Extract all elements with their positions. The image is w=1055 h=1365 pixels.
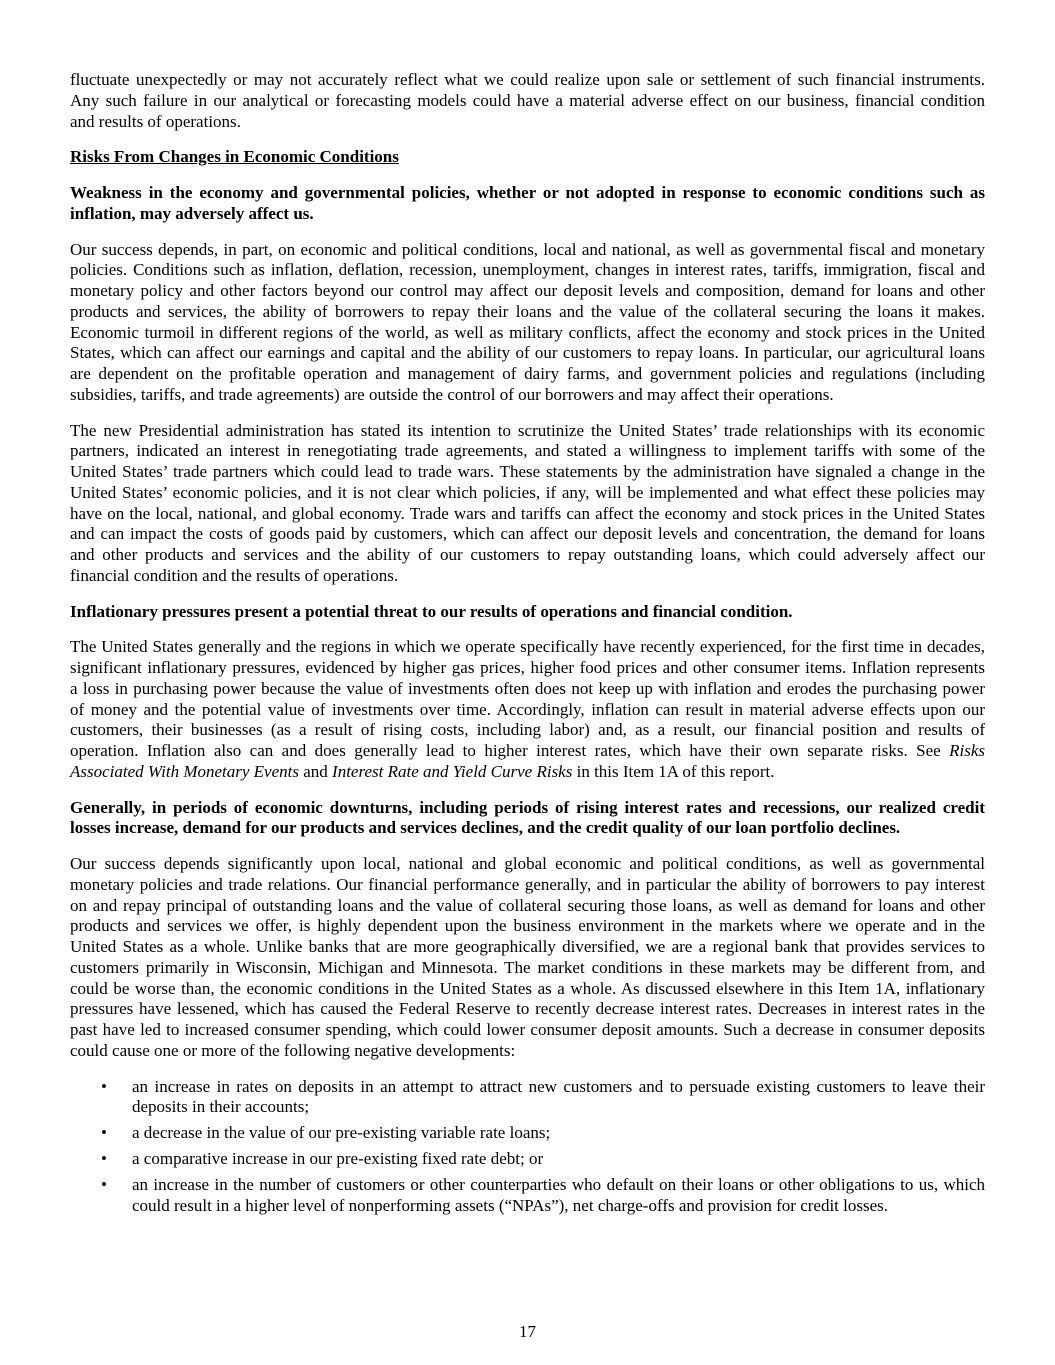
text-line: a decrease in the value of our pre-existing variable rate loans; xyxy=(132,1123,551,1143)
text-line: products and services we offer, is highly dependent upon the business environment in the markets where we operate and in the xyxy=(70,916,985,936)
paragraph-trade-policy xyxy=(70,421,985,587)
bullet-marker: • xyxy=(101,1149,107,1169)
list-item xyxy=(70,1077,985,1119)
text-line: States, which can affect our earnings and capital and the ability of our customers to repay loans. In particular, our agricultural loans xyxy=(70,343,985,363)
risk-heading-downturns xyxy=(70,798,985,840)
text-line: have on the local, national, and global economy. Trade wars and tariffs can affect the economy and stock prices in the United States xyxy=(70,503,985,523)
text-line: pressures have lessened, which has caused the Federal Reserve to recently decrease interest rates. Decreases in interest rates in the xyxy=(70,999,985,1019)
text-line: and results of operations. xyxy=(70,111,241,131)
risk-heading-inflation xyxy=(70,602,985,623)
bullet-list xyxy=(70,1077,985,1217)
text-segment: operation. Inflation also can and does generally lead to higher interest rates, which have their own separate risks. See xyxy=(70,741,941,760)
text-line: are dependent on the profitable operation and management of dairy farms, and government policies and regulations (including xyxy=(70,364,985,383)
text-line: of money and the potential value of investments over time. Accordingly, inflation can result in material adverse effects upon our xyxy=(70,699,985,719)
text-line xyxy=(70,762,985,783)
list-item xyxy=(70,1123,985,1144)
text-line: fluctuate unexpectedly or may not accurately reflect what we could realize upon sale or settlement of such financial instruments. xyxy=(70,70,985,89)
text-line: past have led to increased consumer spending, which could lower consumer deposit amounts. Such a decrease in consumer deposits xyxy=(70,1020,985,1039)
text-line: deposits in their accounts; xyxy=(132,1097,310,1117)
text-line: customers primarily in Wisconsin, Michigan and Minnesota. The market conditions in these markets may be different from, and xyxy=(70,957,985,977)
paragraph-economic-conditions xyxy=(70,240,985,406)
text-line: and can impact the costs of goods paid by customers, which can affect our deposit levels and concentration, the demand for loans xyxy=(70,524,985,544)
page-number: 17 xyxy=(519,1322,536,1341)
intro-paragraph xyxy=(70,70,985,132)
section-heading xyxy=(70,147,985,168)
heading-line: Generally, in periods of economic downturns, including periods of rising interest rates and recessions, our realized credit xyxy=(70,797,985,817)
paragraph-downturns xyxy=(70,854,985,1062)
text-segment: and xyxy=(303,761,328,781)
text-line: and other products and services and the ability of our customers to repay outstanding loans, which could adversely affect our xyxy=(70,545,985,564)
list-item xyxy=(70,1149,985,1170)
document-page xyxy=(70,70,985,1222)
paragraph-inflation xyxy=(70,637,985,782)
bullet-marker: • xyxy=(101,1076,107,1096)
text-line: monetary policy and other factors beyond our control may affect our deposit levels and composition, demand for loans and other xyxy=(70,281,985,300)
text-line: customers, their businesses (as a result of rising costs, including labor) and, as a result, our financial position and results of xyxy=(70,720,985,740)
text-line: an increase in the number of customers or other counterparties who default on their loans or other obligations to us, which xyxy=(132,1175,985,1195)
text-line: a loss in purchasing power because the value of investments often does not keep up with inflation and erodes the purchasing power xyxy=(70,678,985,698)
text-line: Any such failure in our analytical or forecasting models could have a material adverse effect on our business, financial condition xyxy=(70,90,985,110)
text-line: Economic turmoil in different regions of the world, as well as military conflicts, affect the economy and stock prices in the United xyxy=(70,322,985,342)
bullet-marker: • xyxy=(101,1175,107,1195)
risk-heading-weakness xyxy=(70,183,985,225)
heading-line: Weakness in the economy and governmental policies, whether or not adopted in response to economic conditions such as xyxy=(70,183,985,202)
text-line: financial condition and the results of operations. xyxy=(70,565,399,585)
text-line: Our success depends, in part, on economic and political conditions, local and national, as well as governmental fiscal and monetary xyxy=(70,239,985,259)
heading-line: losses increase, demand for our products and services declines, and the credit quality of our loan portfolio declines. xyxy=(70,818,901,838)
text-line: monetary policies and trade relations. Our financial performance generally, and in particular the ability of borrowers to pay interest xyxy=(70,874,985,894)
list-item xyxy=(70,1175,985,1217)
text-line: policies. Conditions such as inflation, deflation, recession, unemployment, changes in interest rates, tariffs, immigration, fiscal and xyxy=(70,260,985,280)
text-line: partners, indicated an interest in renegotiating trade agreements, and stated a willingness to implement tariffs with some of the xyxy=(70,441,985,461)
cross-reference: Risks xyxy=(949,741,985,760)
text-line: an increase in rates on deposits in an attempt to attract new customers and to persuade existing customers to leave their xyxy=(132,1076,985,1096)
text-line: United States’ economic policies, and it is not clear which policies, if any, will be implemented and what effect these policies may xyxy=(70,482,985,502)
text-line: products and services, the ability of borrowers to repay their loans and the value of the collateral securing the loans it makes. xyxy=(70,301,985,321)
text-line: a comparative increase in our pre-existing fixed rate debt; or xyxy=(132,1149,544,1169)
text-line: significant inflationary pressures, evidenced by higher gas prices, higher food prices and other consumer items. Inflation represents xyxy=(70,658,985,677)
cross-reference: Associated With Monetary Events xyxy=(70,761,299,781)
text-line: The new Presidential administration has stated its intention to scrutinize the United States’ trade relationships with its economic xyxy=(70,420,985,440)
text-line xyxy=(70,741,985,762)
text-line: could cause one or more of the following negative developments: xyxy=(70,1040,516,1060)
section-heading-text: Risks From Changes in Economic Conditions xyxy=(70,147,399,167)
text-line: could result in a higher level of nonperforming assets (“NPAs”), net charge-offs and provision for credit losses. xyxy=(132,1196,889,1215)
text-line: subsidies, tariffs, and trade agreements) are outside the control of our borrowers and may affect their operations. xyxy=(70,384,834,404)
cross-reference: Interest Rate and Yield Curve Risks xyxy=(332,761,573,781)
text-line: United States as a whole. Unlike banks that are more geographically diversified, we are a regional bank that provides services to xyxy=(70,937,985,956)
heading-line: Inflationary pressures present a potential threat to our results of operations and financial condition. xyxy=(70,601,793,621)
text-segment: in this Item 1A of this report. xyxy=(576,761,775,781)
text-line: on and repay principal of outstanding loans and the value of collateral securing those loans, as well as demand for loans and other xyxy=(70,895,985,915)
text-line: The United States generally and the regions in which we operate specifically have recently experienced, for the first time in decades, xyxy=(70,637,985,657)
heading-line: inflation, may adversely affect us. xyxy=(70,203,314,223)
text-line: could be worse than, the economic conditions in the United States as a whole. As discussed elsewhere in this Item 1A, inflationary xyxy=(70,978,985,998)
text-line: United States’ trade partners which could lead to trade wars. These statements by the administration have signaled a change in the xyxy=(70,462,985,481)
text-line: Our success depends significantly upon local, national and global economic and political conditions, as well as governmental xyxy=(70,854,985,873)
bullet-marker: • xyxy=(101,1123,107,1143)
